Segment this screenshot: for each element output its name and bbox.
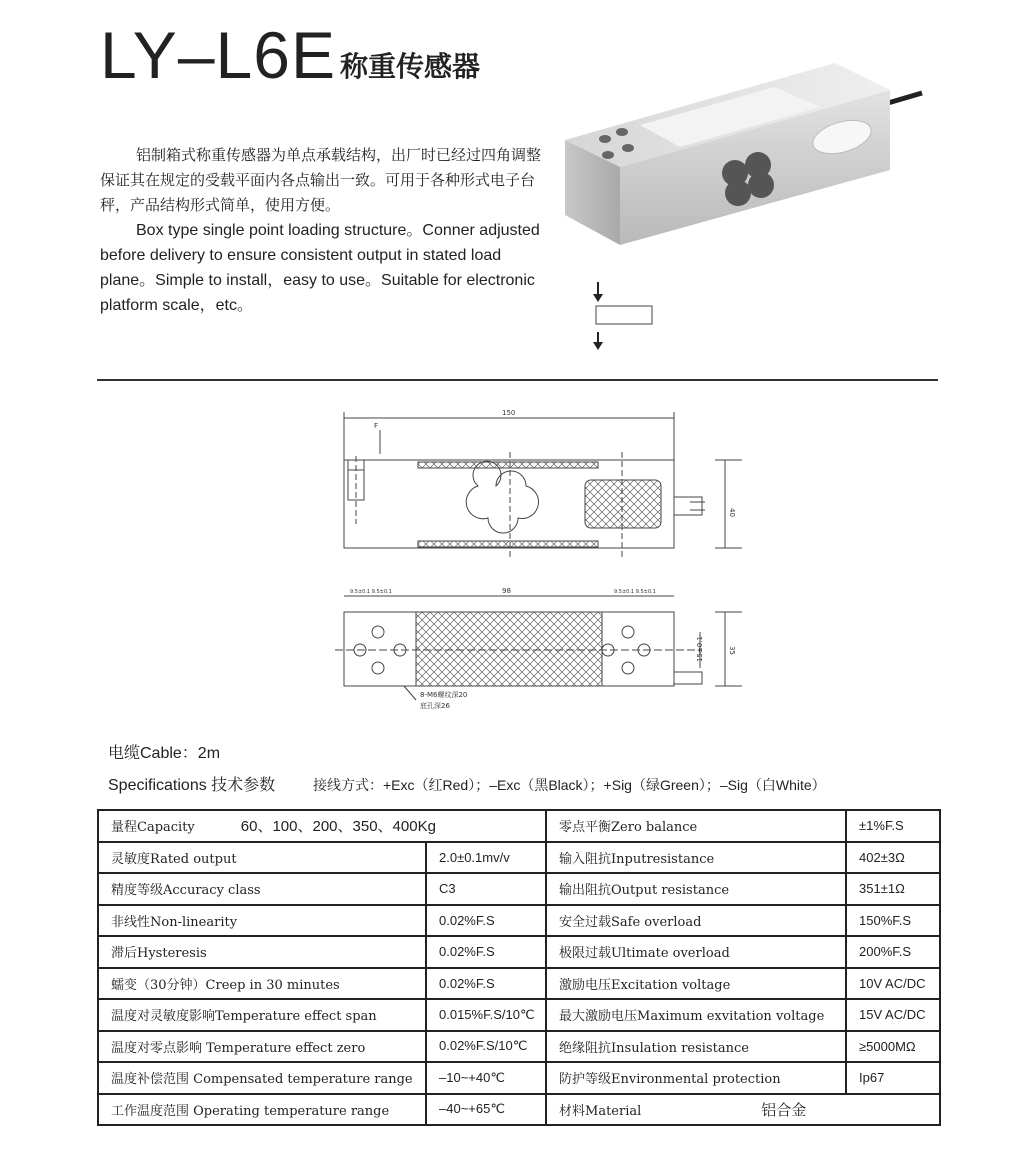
- zero-balance-label: 零点平衡Zero balance: [546, 810, 846, 842]
- table-row: [98, 873, 940, 905]
- table-row: [98, 968, 940, 1000]
- operating-temp-value: –40~+65℃: [426, 1094, 546, 1126]
- spec-label: 激励电压Excitation voltage: [546, 968, 846, 1000]
- zero-balance-value: ±1%F.S: [846, 810, 940, 842]
- load-direction-marks: [590, 282, 660, 352]
- spec-value: ≥5000MΩ: [846, 1031, 940, 1063]
- product-photo: [560, 55, 930, 270]
- spec-label: 蠕变（30分钟）Creep in 30 minutes: [98, 968, 426, 1000]
- spec-label: 最大激励电压Maximum exvitation voltage: [546, 999, 846, 1031]
- spec-value: 0.02%F.S: [426, 968, 546, 1000]
- spec-value: 2.0±0.1mv/v: [426, 842, 546, 874]
- spec-label: 防护等级Environmental protection: [546, 1062, 846, 1094]
- spec-table: [97, 809, 941, 1126]
- spec-value: 150%F.S: [846, 905, 940, 937]
- description-cn: 铝制箱式称重传感器为单点承载结构，出厂时已经过四角调整保证其在规定的受载平面内各点输出一致。可用于各种形式电子台秤，产品结构形式简单，使用方便。: [100, 146, 542, 214]
- spec-value: 402±3Ω: [846, 842, 940, 874]
- spec-value: –10~+40℃: [426, 1062, 546, 1094]
- dim-15: 15±0.1: [696, 636, 704, 662]
- spec-label: 非线性Non-linearity: [98, 905, 426, 937]
- spec-value: Ip67: [846, 1062, 940, 1094]
- table-row: [98, 810, 940, 842]
- spec-value: C3: [426, 873, 546, 905]
- spec-label: 绝缘阻抗Insulation resistance: [546, 1031, 846, 1063]
- spec-label: 输出阻抗Output resistance: [546, 873, 846, 905]
- title-cn: 称重传感器: [339, 50, 480, 83]
- spec-label: 安全过载Safe overload: [546, 905, 846, 937]
- spec-value: 0.02%F.S: [426, 905, 546, 937]
- spec-label: 精度等级Accuracy class: [98, 873, 426, 905]
- dim-98: 98: [502, 587, 511, 595]
- dim-150: 150: [502, 409, 516, 417]
- description-en: Box type single point loading structure。Conner adjusted before delivery to ensure consistent output in stated load plane。Simple to install，easy to use。Suitable for electronic platform scale，etc。: [100, 222, 540, 314]
- material-cell: [546, 1094, 940, 1126]
- dim-small-right: 9.5±0.1 9.5±0.1: [614, 589, 656, 595]
- spec-value: 351±1Ω: [846, 873, 940, 905]
- table-row: [98, 936, 940, 968]
- capacity-value: 60、100、200、350、400Kg: [240, 818, 436, 836]
- table-row: [98, 842, 940, 874]
- model-name: LY–L6E: [100, 18, 336, 92]
- wiring-info: 接线方式：+Exc（红Red）；–Exc（黑Black）；+Sig（绿Green）；–Sig（白White）: [313, 777, 826, 793]
- note-thread: 8-M6螺纹深20: [420, 691, 468, 699]
- spec-label: 温度对零点影响 Temperature effect zero: [98, 1031, 426, 1063]
- force-label: F: [374, 422, 379, 430]
- spec-label: 温度补偿范围 Compensated temperature range: [98, 1062, 426, 1094]
- page-title: [100, 20, 480, 90]
- table-row: [98, 905, 940, 937]
- table-row: [98, 1031, 940, 1063]
- spec-value: 15V AC/DC: [846, 999, 940, 1031]
- dim-small-left: 9.5±0.1 9.5±0.1: [350, 589, 392, 595]
- spec-value: 10V AC/DC: [846, 968, 940, 1000]
- note-hole: 底孔深26: [420, 702, 450, 710]
- spec-label: 极限过载Ultimate overload: [546, 936, 846, 968]
- material-value: 铝合金: [761, 1100, 807, 1119]
- spec-value: 0.015%F.S/10℃: [426, 999, 546, 1031]
- spec-label: 输入阻抗Inputresistance: [546, 842, 846, 874]
- capacity-label: 量程Capacity: [111, 820, 195, 836]
- table-row: [98, 1094, 940, 1126]
- operating-temp-label: 工作温度范围 Operating temperature range: [98, 1094, 426, 1126]
- table-row: [98, 999, 940, 1031]
- dim-35: 35: [728, 646, 736, 655]
- spec-label: 滞后Hysteresis: [98, 936, 426, 968]
- spec-value: 0.02%F.S: [426, 936, 546, 968]
- technical-drawing: [330, 400, 760, 720]
- specs-heading: Specifications 技术参数: [108, 777, 276, 794]
- spec-label: 灵敏度Rated output: [98, 842, 426, 874]
- spec-label: 温度对灵敏度影响Temperature effect span: [98, 999, 426, 1031]
- cable-length: 电缆Cable：2m: [108, 745, 221, 762]
- section-divider: [97, 379, 938, 381]
- spec-value: 200%F.S: [846, 936, 940, 968]
- capacity-cell: [98, 810, 546, 842]
- table-row: [98, 1062, 940, 1094]
- spec-value: 0.02%F.S/10℃: [426, 1031, 546, 1063]
- material-label: 材料Material: [559, 1103, 642, 1119]
- dim-40: 40: [728, 508, 736, 517]
